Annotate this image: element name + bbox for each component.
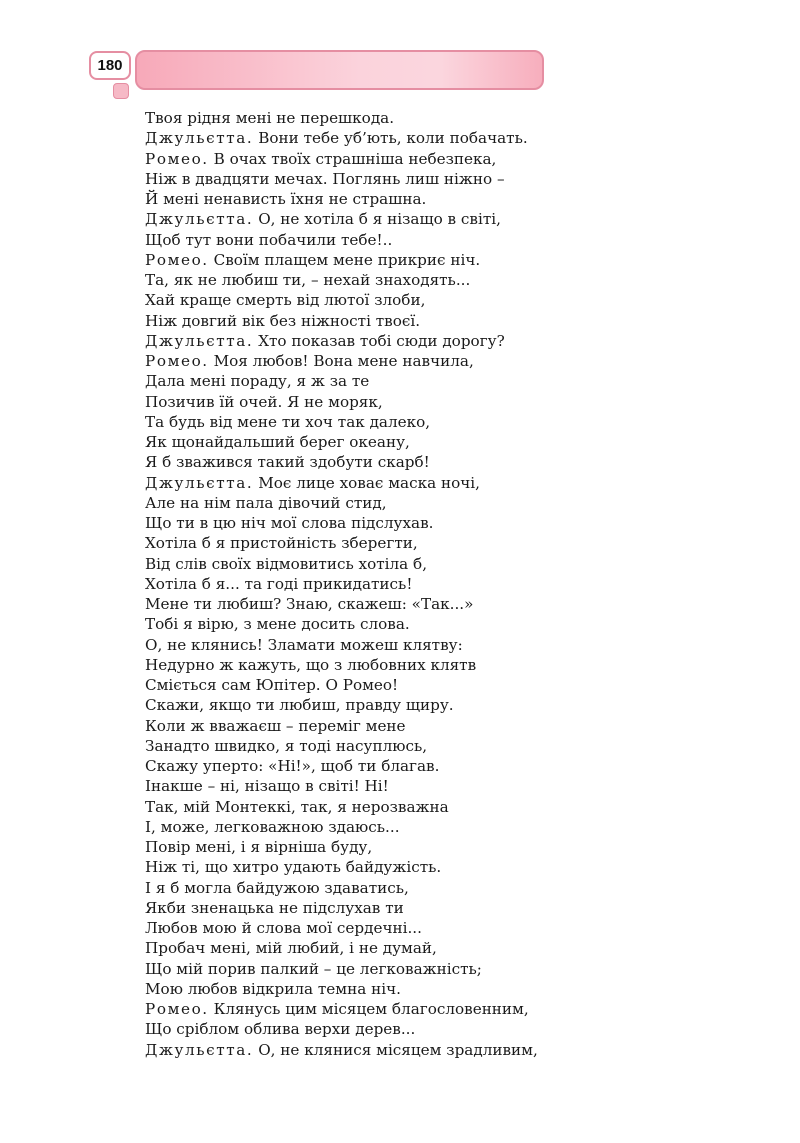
speech-line-with-speaker — [145, 250, 665, 270]
verse-line — [145, 392, 665, 412]
line-text: Моє лице ховає маска ночі, — [258, 473, 480, 492]
line-text: Сміється сам Юпітер. О Ромео! — [145, 676, 399, 694]
line-text: Й мені ненависть їхня не страшна. — [145, 190, 427, 208]
verse-line — [145, 797, 665, 817]
line-text: Любов мою й слова мої сердечні... — [145, 919, 422, 937]
speech-line-with-speaker — [145, 128, 665, 148]
verse-line — [145, 513, 665, 533]
verse-line — [145, 959, 665, 979]
line-text: Тобі я вірю, з мене досить слова. — [145, 615, 410, 634]
line-text: І я б могла байдужою здаватись, — [145, 878, 409, 897]
play-text — [145, 108, 665, 1060]
speaker-name: Ромео. — [145, 250, 209, 269]
verse-line — [145, 938, 665, 958]
line-text: Мою любов відкрила темна ніч. — [145, 979, 401, 998]
line-text: Хотіла б я пристойність зберегти, — [145, 534, 418, 553]
line-text: Занадто швидко, я тоді насуплюсь, — [145, 736, 428, 755]
verse-line — [145, 695, 665, 715]
verse-line — [145, 736, 665, 756]
verse-line — [145, 493, 665, 513]
speech-line-with-speaker — [145, 473, 665, 493]
verse-line — [145, 837, 665, 857]
line-text: Що мій порив палкий – це легковажність; — [145, 959, 482, 978]
verse-line — [145, 635, 665, 655]
speaker-name: Джульєтта. — [145, 331, 254, 350]
verse-line — [145, 898, 665, 918]
line-text: Повір мені, і я вірніша буду, — [145, 838, 373, 856]
verse-line — [145, 776, 665, 796]
line-text: Ніж довгий вік без ніжності твоєї. — [145, 311, 421, 330]
line-text: Інакше – ні, нізащо в світі! Ні! — [145, 777, 389, 796]
verse-line — [145, 533, 665, 553]
line-text: Що ти в цю ніч мої слова підслухав. — [145, 514, 434, 532]
speaker-name: Ромео. — [145, 1000, 209, 1018]
verse-line — [145, 371, 665, 391]
verse-line — [145, 878, 665, 898]
speaker-name: Ромео. — [145, 149, 209, 168]
speaker-name: Джульєтта. — [145, 210, 254, 229]
verse-line — [145, 655, 665, 675]
verse-line — [145, 918, 665, 938]
header-banner — [135, 50, 544, 90]
page-number — [89, 51, 131, 80]
line-text: О, не клянись! Зламати можеш клятву: — [145, 635, 463, 654]
verse-line — [145, 594, 665, 614]
verse-line — [145, 270, 665, 290]
line-text: Я б зважився такий здобути скарб! — [145, 453, 430, 472]
line-text: Якби зненацька не підслухав ти — [145, 898, 404, 917]
verse-line — [145, 189, 665, 209]
line-text: Своїм плащем мене прикриє ніч. — [213, 250, 481, 269]
verse-line — [145, 412, 665, 432]
line-text: Дала мені пораду, я ж за те — [145, 372, 370, 391]
verse-line — [145, 311, 665, 331]
verse-line — [145, 675, 665, 695]
line-text: Недурно ж кажуть, що з любовних клятв — [145, 655, 477, 674]
speech-line-with-speaker — [145, 1040, 665, 1060]
speaker-name: Джульєтта. — [145, 473, 254, 492]
line-text: О, не хотіла б я нізащо в світі, — [258, 210, 501, 229]
line-text: Так, мій Монтеккі, так, я нерозважна — [145, 797, 449, 816]
verse-line — [145, 574, 665, 594]
verse-line — [145, 432, 665, 452]
verse-line — [145, 1019, 665, 1039]
verse-line — [145, 979, 665, 999]
line-text: Від слів своїх відмовитись хотіла б, — [145, 554, 428, 573]
page-number-tab-decoration — [113, 83, 129, 99]
line-text: Хай краще смерть від лютої злоби, — [145, 291, 426, 310]
speech-line-with-speaker — [145, 351, 665, 371]
line-text: Коли ж вважаєш – переміг мене — [145, 716, 406, 735]
line-text: Ніж ті, що хитро удають байдужість. — [145, 858, 442, 877]
line-text: Позичив їй очей. Я не моряк, — [145, 392, 383, 411]
line-text: Але на нім пала дівочий стид, — [145, 493, 387, 512]
verse-line — [145, 452, 665, 472]
line-text: Твоя рідня мені не перешкода. — [145, 109, 395, 127]
speech-line-with-speaker — [145, 149, 665, 169]
page-number-label: 180 — [97, 57, 123, 74]
line-text: Скажи, якщо ти любиш, правду щиру. — [145, 696, 454, 715]
line-text: Моя любов! Вона мене навчила, — [213, 352, 474, 370]
line-text: Пробач мені, мій любий, і не думай, — [145, 939, 437, 958]
verse-line — [145, 614, 665, 634]
line-text: Що сріблом облива верхи дерев... — [145, 1020, 416, 1039]
line-text: Щоб тут вони побачили тебе!.. — [145, 230, 393, 249]
line-text: Та будь від мене ти хоч так далеко, — [145, 412, 431, 431]
line-text: Клянусь цим місяцем благословенним, — [213, 1000, 529, 1018]
verse-line — [145, 817, 665, 837]
speech-line-with-speaker — [145, 999, 665, 1019]
line-text: В очах твоїх страшніша небезпека, — [213, 149, 497, 168]
line-text: І, може, легковажною здаюсь... — [145, 817, 400, 836]
line-text: Ніж в двадцяти мечах. Поглянь лиш ніжно – — [145, 169, 505, 188]
line-text: Хотіла б я... та годі прикидатись! — [145, 574, 413, 593]
verse-line — [145, 756, 665, 776]
speech-line-with-speaker — [145, 331, 665, 351]
verse-line — [145, 554, 665, 574]
line-text: Як щонайдальший берег океану, — [145, 433, 410, 451]
verse-line — [145, 108, 665, 128]
verse-line — [145, 169, 665, 189]
line-text: О, не клянися місяцем зрадливим, — [258, 1040, 538, 1059]
speaker-name: Джульєтта. — [145, 129, 254, 148]
verse-line — [145, 857, 665, 877]
verse-line — [145, 716, 665, 736]
line-text: Мене ти любиш? Знаю, скажеш: «Так...» — [145, 595, 474, 613]
line-text: Та, як не любиш ти, – нехай знаходять... — [145, 271, 471, 289]
line-text: Скажу уперто: «Ні!», щоб ти благав. — [145, 757, 440, 775]
verse-line — [145, 290, 665, 310]
speech-line-with-speaker — [145, 209, 665, 229]
speaker-name: Джульєтта. — [145, 1040, 254, 1059]
line-text: Хто показав тобі сюди дорогу? — [258, 331, 505, 350]
line-text: Вони тебе уб’ють, коли побачать. — [258, 129, 528, 148]
verse-line — [145, 230, 665, 250]
speaker-name: Ромео. — [145, 352, 209, 370]
